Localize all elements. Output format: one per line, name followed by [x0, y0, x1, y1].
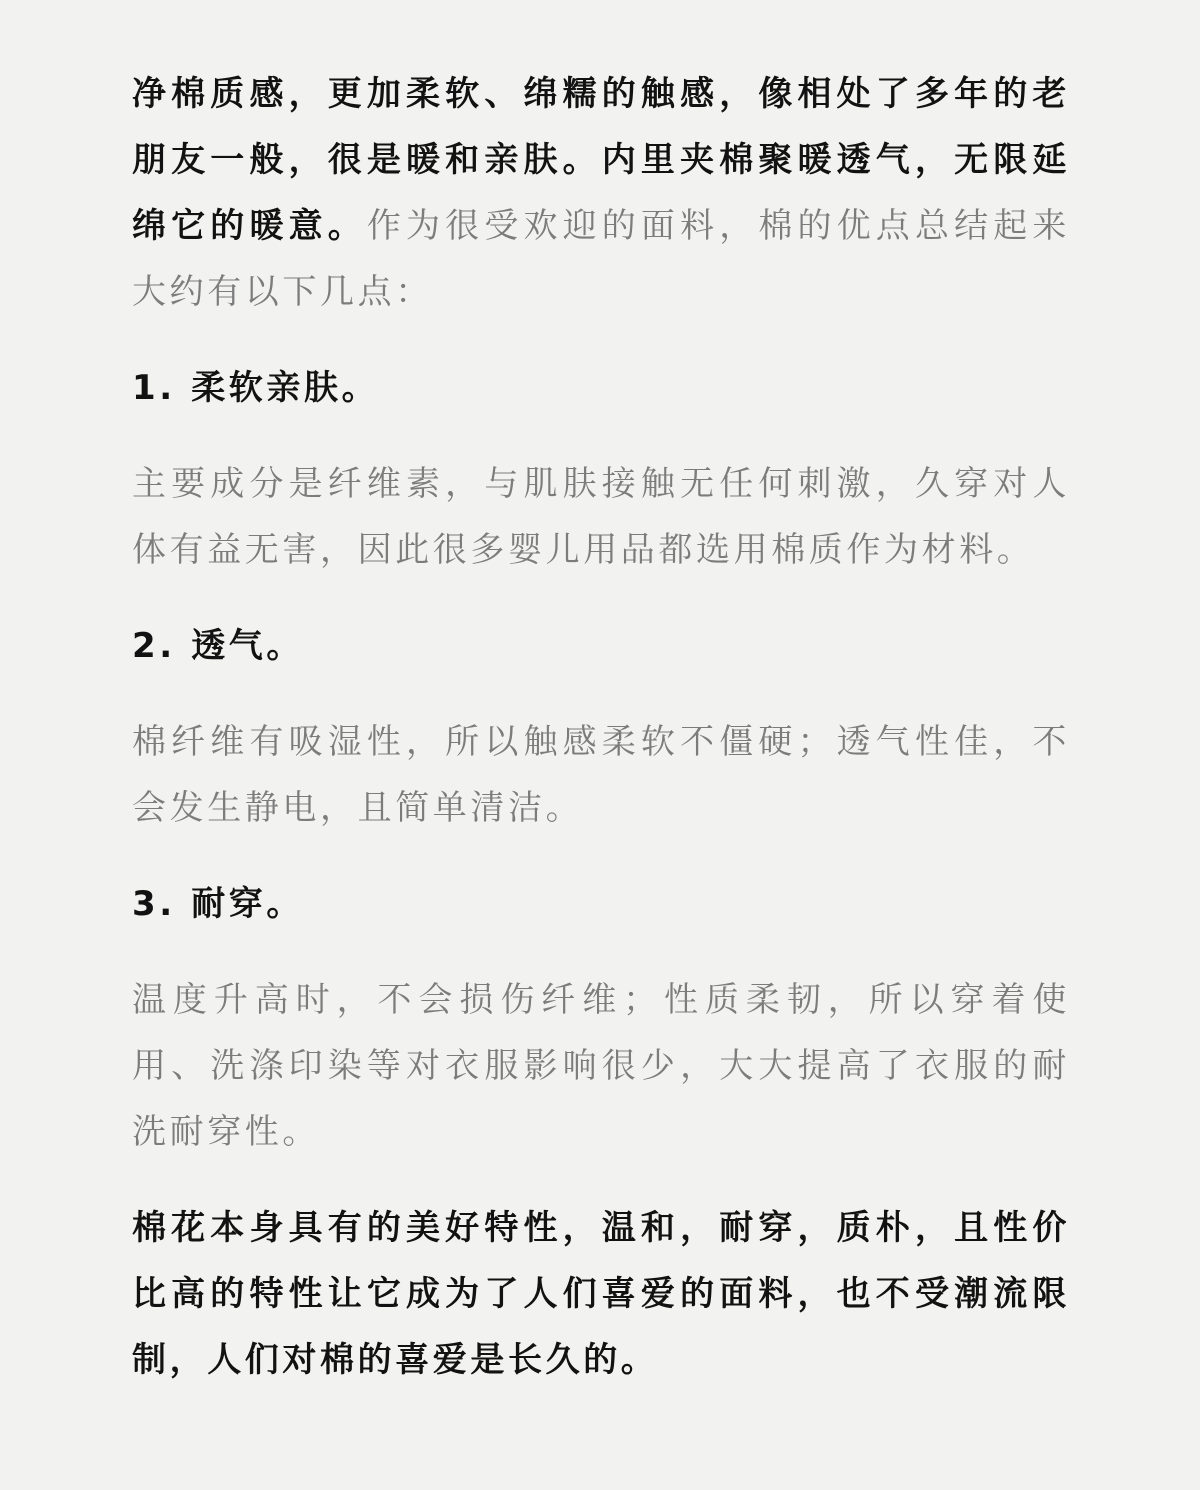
- intro-normal-text: 作为很受欢迎的面料，棉的优点总结起来大约有以下几点：: [132, 206, 1070, 312]
- intro-bold-text: 净棉质感，更加柔软、绵糯的触感，像相处了多年的老朋友一般，很是暖和亲肤。内里夹棉聚暖透气，无限延绵它的暖意。: [132, 74, 1070, 246]
- point-1-heading: 1. 柔软亲肤。: [132, 368, 380, 408]
- point-2-body: 棉纤维有吸湿性，所以触感柔软不僵硬；透气性佳，不会发生静电，且简单清洁。: [132, 722, 1070, 828]
- intro-paragraph: [132, 61, 1070, 325]
- point-3-body: 温度升高时，不会损伤纤维；性质柔韧，所以穿着使用、洗涤印染等对衣服影响很少，大大提高了衣服的耐洗耐穿性。: [132, 980, 1070, 1152]
- point-1-body: 主要成分是纤维素，与肌肤接触无任何刺激，久穿对人体有益无害，因此很多婴儿用品都选用棉质作为材料。: [132, 464, 1070, 570]
- conclusion-paragraph: 棉花本身具有的美好特性，温和，耐穿，质朴，且性价比高的特性让它成为了人们喜爱的面料，也不受潮流限制，人们对棉的喜爱是长久的。: [132, 1208, 1070, 1380]
- point-2-heading: 2. 透气。: [132, 626, 305, 666]
- point-3-heading: 3. 耐穿。: [132, 884, 305, 924]
